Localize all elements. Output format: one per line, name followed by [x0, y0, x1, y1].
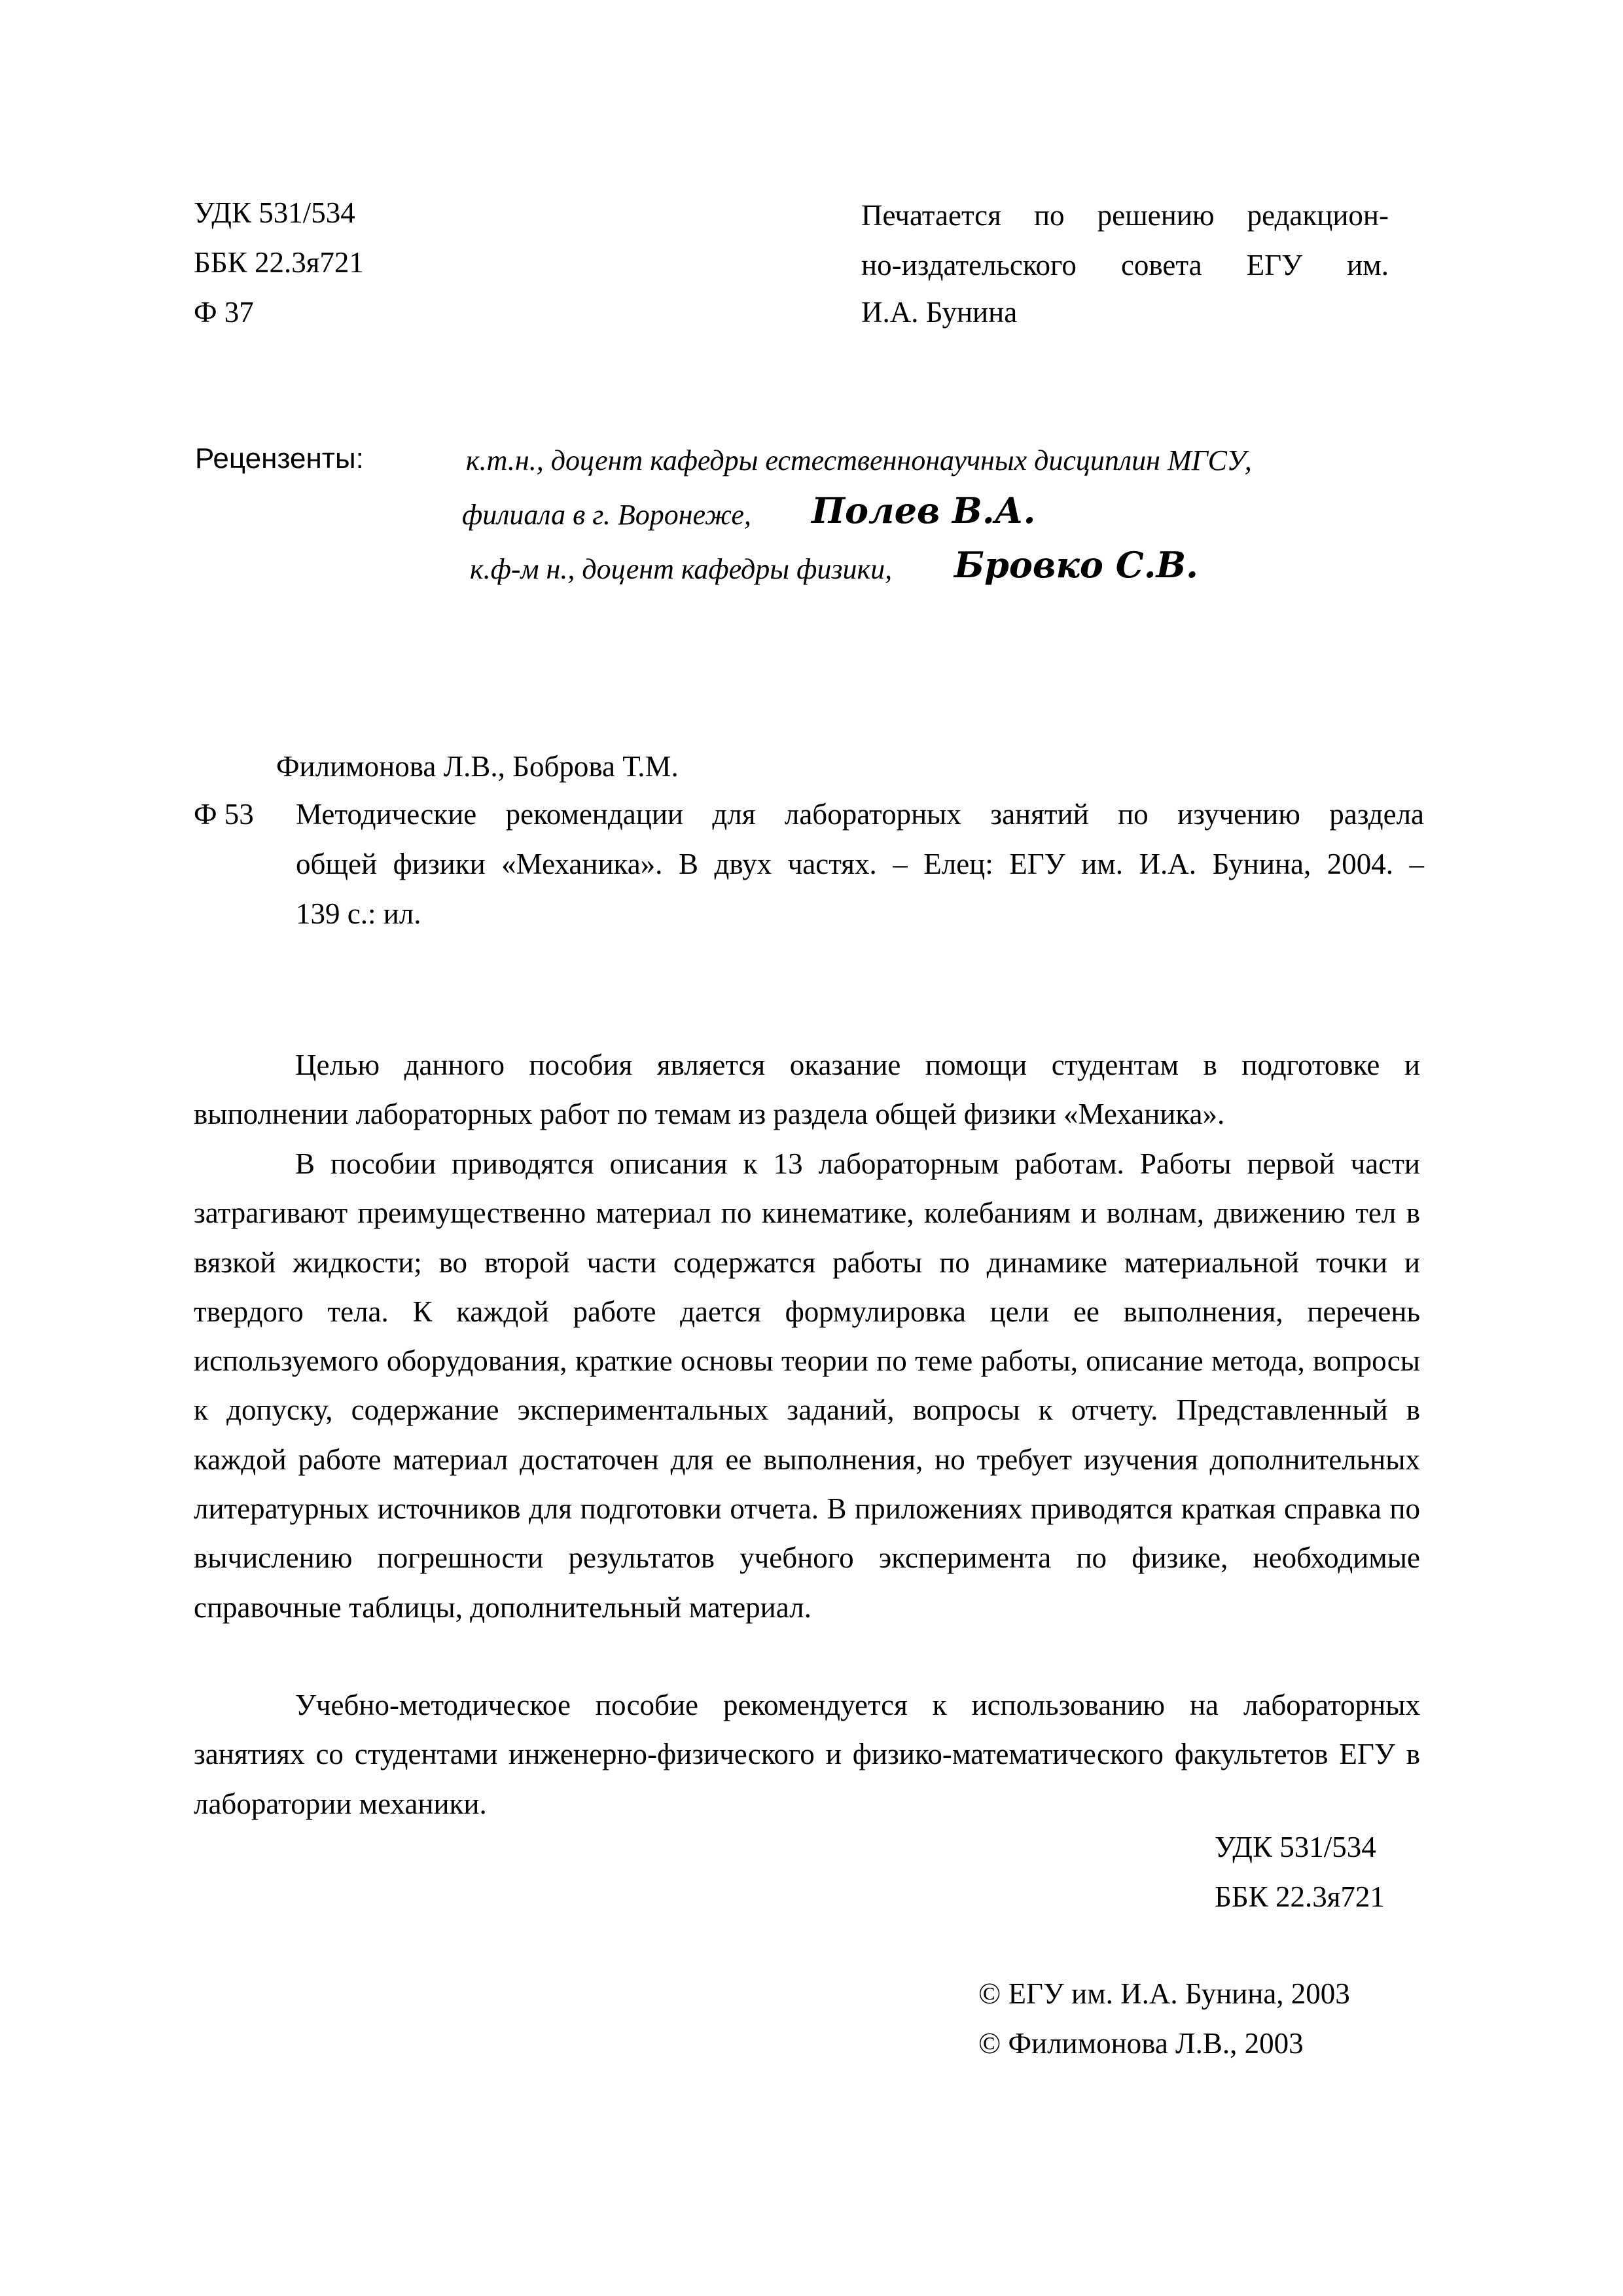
reviewer-2-credentials: к.ф-м н., доцент кафедры физики,	[470, 553, 893, 585]
publisher-note-word: им.	[1347, 249, 1389, 281]
reviewer-2-name: Бровко С.В.	[954, 544, 1198, 586]
publisher-note-word: решению	[1097, 199, 1215, 232]
publisher-note-word: Печатается	[861, 199, 1001, 232]
book-authors: Филимонова Л.В., Боброва Т.М.	[276, 750, 679, 783]
book-code: Ф 53	[194, 798, 254, 831]
book-description-line-1: Методические рекомендации для лабораторных занятий по изучению раздела	[296, 798, 1424, 831]
book-description-line-2: общей физики «Механика». В двух частях. – Елец: ЕГУ им. И.А. Бунина, 2004. –	[296, 848, 1424, 880]
publisher-note-line-2	[861, 248, 1389, 282]
reviewer-1-credentials: к.т.н., доцент кафедры естественнонаучных дисциплин МГСУ,	[466, 444, 1252, 476]
author-sign: Ф 37	[194, 296, 254, 329]
copyright-university: © ЕГУ им. И.А. Бунина, 2003	[978, 1977, 1350, 2010]
publisher-note-word: по	[1033, 199, 1065, 232]
udk-code: УДК 531/534	[194, 196, 355, 229]
abstract-paragraph-3: Учебно-методическое пособие рекомендуется к использованию на лабораторных занятиях со студентами инженерно-физического и физико-математического факультетов ЕГУ в лаборатории механики.	[194, 1689, 1420, 1820]
reviewer-1-name: Полев В.А.	[812, 490, 1036, 531]
abstract-paragraph-1: Целью данного пособия является оказание помощи студентам в подготовке и выполнении лабораторных работ по темам из раздела общей физики «Механика».	[194, 1049, 1420, 1131]
footer-bbk-code: ББК 22.3я721	[1215, 1880, 1385, 1913]
publisher-note-word: совета	[1120, 249, 1202, 281]
publisher-note-line-3: И.А. Бунина	[861, 296, 1018, 329]
abstract-paragraph-2: В пособии приводятся описания к 13 лабораторным работам. Работы первой части затрагивают преимущественно материал по кинематике, колебаниям и волнам, движению тел в вязкой жидкости; во второй части содержатся работы по динамике материальной точки и твердого тела. К каждой работе дается формулировка цели ее выполнения, перечень используемого оборудования, краткие основы теории по теме работы, описание метода, вопросы к допуску, содержание экспериментальных заданий, вопросы к отчету. Представленный в каждой работе материал достаточен для ее выполнения, но требует изучения дополнительных литературных источников для подготовки отчета. В приложениях приводятся краткая справка по вычислению погрешности результатов учебного эксперимента по физике, необходимые справочные таблицы, дополнительный материал.	[194, 1147, 1420, 1624]
footer-udk-code: УДК 531/534	[1215, 1831, 1376, 1863]
reviewers-label: Рецензенты:	[195, 442, 364, 475]
bbk-code: ББК 22.3я721	[194, 246, 364, 279]
reviewer-1-affiliation: филиала в г. Воронеже,	[462, 499, 751, 531]
copyright-author: © Филимонова Л.В., 2003	[978, 2027, 1304, 2060]
publisher-note-line-1	[861, 198, 1389, 232]
book-description-line-3: 139 с.: ил.	[296, 897, 421, 930]
publisher-note-word: ЕГУ	[1246, 249, 1303, 281]
publisher-note-word: редакцион-	[1247, 199, 1389, 232]
publisher-note-word: но-издательского	[861, 249, 1077, 281]
